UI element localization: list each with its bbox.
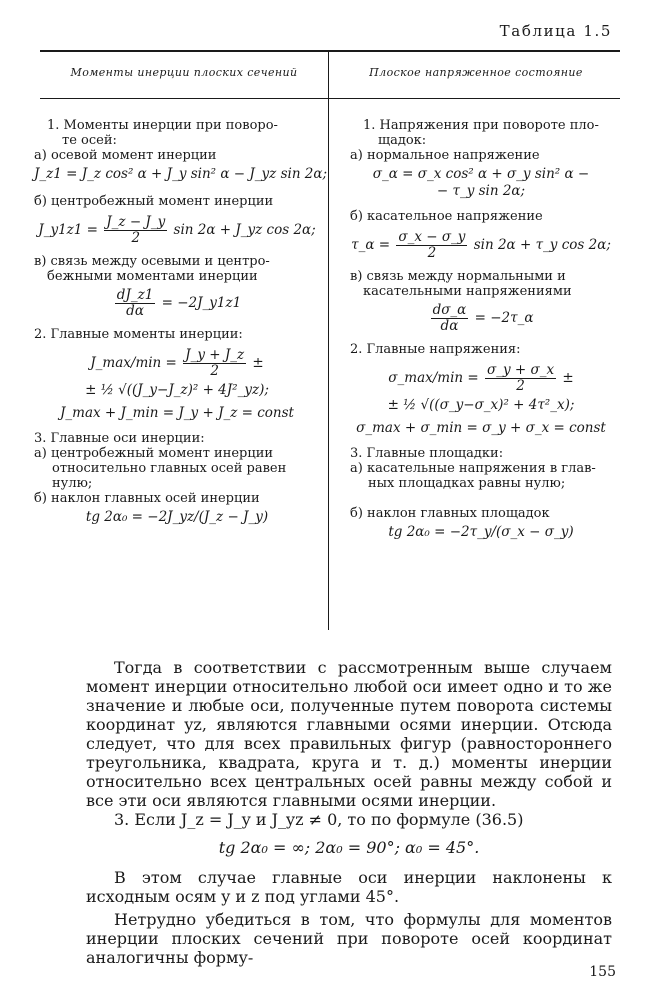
right-f2-num: σ_x − σ_y (398, 229, 466, 245)
left-s3a2: относительно главных осей равен (52, 461, 287, 476)
right-formula-1a: σ_α = σ_x cos² α + σ_y sin² α − (372, 166, 590, 182)
table-top-rule (40, 50, 620, 52)
right-f4-num: σ_y + σ_x (487, 362, 555, 378)
right-s3a1: а) касательные напряжения в глав- (350, 461, 596, 476)
paragraph-4: Нетрудно убедиться в том, что формулы для моментов инерции плоских сечений при повороте осей координат аналогичны форму- (86, 910, 612, 967)
right-s1-title2: щадок: (378, 133, 427, 148)
left-s2-title: 2. Главные моменты инерции: (34, 327, 243, 342)
right-s3b: б) наклон главных площадок (350, 506, 550, 521)
left-formula-4 (34, 348, 320, 379)
paragraph-2-formula: tg 2α₀ = ∞; 2α₀ = 90°; α₀ = 45°. (218, 838, 480, 857)
right-s2-title: 2. Главные напряжения: (350, 342, 521, 357)
right-formula-1b: − τ_y sin 2α; (436, 183, 526, 199)
right-f2-frac (396, 230, 467, 261)
right-column (350, 118, 612, 540)
right-formula-3 (350, 303, 612, 334)
paragraph-1: Тогда в соответствии с рассмотренным выше случаем момент инерции относительно любой оси имеет одно и то же значение и любые оси, полученные путем поворота системы координат yz, являются главными осями инерции. Отсюда следует, что для всех правильных фигур (равностороннего треугольника, квадрата, круга и т. д.) моменты инерции относительно всех центральных осей равны между собой и все эти оси являются главными осями инерции. (86, 658, 612, 810)
left-s1a: а) осевой момент инерции (34, 148, 217, 163)
right-f4-frac (485, 363, 556, 394)
left-s1c1: в) связь между осевыми и центро- (34, 254, 270, 269)
right-f3-frac (431, 303, 469, 334)
right-formula-5: ± ½ √((σ_y−σ_x)² + 4τ²_x); (387, 397, 575, 413)
table-column-divider (328, 52, 329, 630)
header-right: Плоское напряженное состояние (369, 66, 583, 79)
left-column (34, 118, 328, 525)
right-f4-pm: ± (562, 370, 574, 386)
table-header-rule (40, 98, 620, 99)
left-s3-title: 3. Главные оси инерции: (34, 431, 205, 446)
left-f4-frac (183, 348, 246, 379)
right-f3-den: dα (440, 318, 459, 334)
left-f2-num: J_z − J_y (106, 214, 166, 230)
header-left: Моменты инерции плоских сечений (70, 66, 298, 79)
left-s1-title2: те осей: (62, 133, 117, 148)
left-s3a3: нулю; (52, 476, 93, 491)
left-f2-frac (104, 215, 167, 246)
right-s1c2: касательными напряжениями (363, 284, 572, 299)
left-f3-num: dJ_z1 (116, 287, 154, 303)
right-f2-lhs: τ_α = (351, 237, 391, 253)
left-f2-lhs: J_y1z1 = (38, 222, 98, 238)
left-f3-rhs: = −2J_y1z1 (161, 295, 242, 311)
right-f4-den: 2 (516, 378, 525, 394)
left-s1b: б) центробежный момент инерции (34, 194, 274, 209)
right-f2-den: 2 (427, 245, 437, 261)
table-label: Таблица 1.5 (499, 22, 612, 40)
left-formula-1: J_z1 = J_z cos² α + J_y sin² α − J_yz sin 2α; (34, 166, 328, 182)
left-formula-2 (34, 215, 320, 246)
left-s3b: б) наклон главных осей инерции (34, 491, 260, 506)
left-f3-frac (115, 288, 156, 319)
paragraph-3: В этом случае главные оси инерции наклонены к исходным осям y и z под углами 45°. (86, 868, 612, 906)
left-s1c2: бежными моментами инерции (47, 269, 258, 284)
left-s3a1: а) центробежный момент инерции (34, 446, 274, 461)
left-f2-den: 2 (131, 230, 141, 246)
left-f4-num: J_y + J_z (185, 347, 245, 363)
right-s1c1: в) связь между нормальными и (350, 269, 566, 284)
left-formula-6: J_max + J_min = J_y + J_z = const (60, 405, 294, 421)
right-formula-4 (350, 363, 612, 394)
left-f4-pm: ± (252, 355, 264, 371)
right-formula-6: σ_max + σ_min = σ_y + σ_x = const (356, 420, 606, 436)
page-number: 155 (589, 964, 616, 980)
left-f4-den: 2 (210, 363, 219, 379)
right-s1-title: 1. Напряжения при повороте пло- (363, 118, 599, 133)
right-s3a2: ных площадках равны нулю; (368, 476, 566, 491)
right-f3-rhs: = −2τ_α (474, 310, 534, 326)
left-s1-title: 1. Моменты инерции при поворо- (47, 118, 278, 133)
left-formula-3 (34, 288, 320, 319)
right-s3-title: 3. Главные площадки: (350, 446, 504, 461)
left-f4-lhs: J_max/min = (90, 355, 177, 371)
left-f3-den: dα (126, 303, 144, 319)
right-s1a: а) нормальное напряжение (350, 148, 540, 163)
right-f2-rhs: sin 2α + τ_y cos 2α; (473, 237, 611, 253)
left-formula-7: tg 2α₀ = −2J_yz/(J_z − J_y) (85, 509, 269, 525)
right-f3-num: dσ_α (432, 302, 467, 318)
left-formula-5: ± ½ √((J_y−J_z)² + 4J²_yz); (85, 382, 269, 398)
right-f4-lhs: σ_max/min = (388, 370, 479, 386)
left-f2-rhs: sin 2α + J_yz cos 2α; (173, 222, 316, 238)
right-formula-7: tg 2α₀ = −2τ_y/(σ_x − σ_y) (388, 524, 574, 540)
right-formula-2 (350, 230, 612, 261)
paragraph-2: 3. Если J_z = J_y и J_yz ≠ 0, то по формуле (36.5) (114, 810, 524, 829)
right-s1b: б) касательное напряжение (350, 209, 543, 224)
